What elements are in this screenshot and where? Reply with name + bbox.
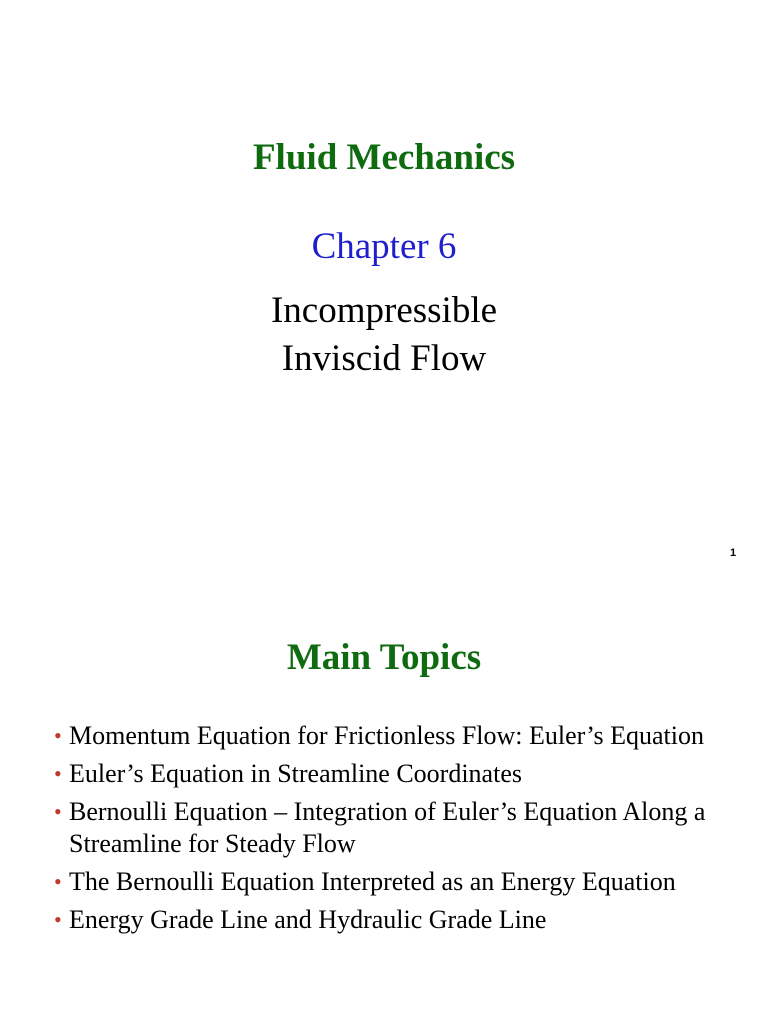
topics-list bbox=[52, 720, 732, 942]
chapter-heading: Chapter 6 bbox=[311, 226, 457, 267]
topic-text: The Bernoulli Equation Interpreted as an Energy Equation bbox=[69, 867, 676, 896]
list-item bbox=[52, 796, 732, 860]
subtitle-line-2: Inviscid Flow bbox=[281, 338, 487, 379]
bullet-icon: • bbox=[54, 799, 62, 824]
chapter-subtitle bbox=[0, 287, 768, 383]
subtitle-line-1: Incompressible bbox=[270, 290, 498, 331]
list-item bbox=[52, 758, 732, 790]
bullet-icon: • bbox=[54, 761, 62, 786]
topic-text: Euler’s Equation in Streamline Coordinates bbox=[69, 759, 522, 788]
slide-main-topics bbox=[0, 576, 768, 1024]
bullet-icon: • bbox=[54, 907, 62, 932]
list-item bbox=[52, 904, 732, 936]
bullet-icon: • bbox=[54, 869, 62, 894]
bullet-icon: • bbox=[54, 723, 62, 748]
topic-text: Bernoulli Equation – Integration of Euler’s Equation Along a Streamline for Steady Flow bbox=[69, 797, 706, 858]
list-item bbox=[52, 866, 732, 898]
page-number: 1 bbox=[730, 547, 737, 559]
slide-title: Fluid Mechanics bbox=[252, 137, 516, 178]
list-item bbox=[52, 720, 732, 752]
main-topics-title: Main Topics bbox=[286, 637, 482, 678]
topic-text: Energy Grade Line and Hydraulic Grade Line bbox=[69, 905, 547, 934]
topic-text: Momentum Equation for Frictionless Flow: Euler’s Equation bbox=[69, 721, 705, 750]
